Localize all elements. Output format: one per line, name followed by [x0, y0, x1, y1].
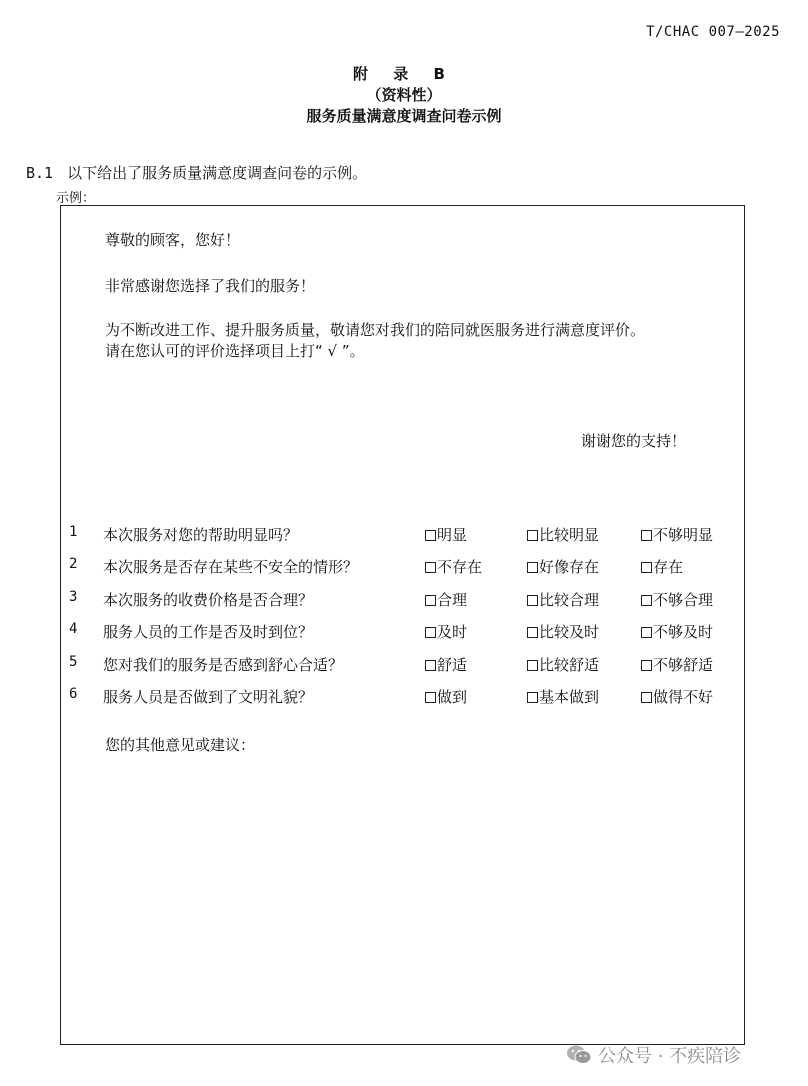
question-row — [61, 686, 744, 708]
checkbox[interactable] — [425, 530, 436, 541]
appendix-nature: （资料性） — [366, 86, 442, 104]
question-text: 本次服务的收费价格是否合理？ — [103, 590, 314, 609]
answer-option[interactable] — [641, 686, 713, 707]
support-thanks: 谢谢您的支持！ — [580, 432, 686, 450]
question-number: 3 — [69, 588, 78, 605]
checkbox[interactable] — [641, 595, 652, 606]
question-text: 本次服务对您的帮助明显吗？ — [103, 526, 299, 544]
question-text: 您对我们的服务是否感到舒心合适？ — [103, 655, 344, 674]
question-row — [61, 621, 744, 643]
greeting: 尊敬的顾客，您好！ — [105, 231, 241, 249]
question-number: 4 — [69, 621, 78, 638]
answer-option[interactable] — [641, 621, 713, 642]
question-row — [61, 524, 744, 546]
question-row — [61, 654, 744, 676]
answer-option[interactable] — [425, 654, 467, 675]
answer-option-label: 舒适 — [437, 655, 468, 674]
question-number: 2 — [69, 556, 78, 573]
answer-option-label: 合理 — [437, 590, 468, 609]
checkbox[interactable] — [425, 562, 436, 573]
question-text: 服务人员的工作是否及时到位？ — [103, 623, 314, 642]
answer-option[interactable] — [527, 556, 599, 577]
answer-option-label: 不够明显 — [653, 526, 714, 544]
answer-option-label: 明显 — [437, 526, 468, 544]
appendix-title-block — [0, 64, 808, 127]
thanks-for-choosing: 非常感谢您选择了我们的服务！ — [105, 277, 316, 295]
wechat-icon — [566, 1044, 592, 1066]
question-text: 服务人员是否做到了文明礼貌？ — [103, 688, 314, 706]
answer-option-label: 不够合理 — [653, 590, 714, 609]
checkbox[interactable] — [527, 692, 538, 703]
question-row — [61, 556, 744, 578]
intro-line-2: 请在您认可的评价选择项目上打“ √ ”。 — [105, 342, 365, 360]
answer-option[interactable] — [425, 556, 482, 577]
answer-option[interactable] — [641, 654, 713, 675]
checkbox[interactable] — [425, 595, 436, 606]
answer-option[interactable] — [527, 686, 599, 707]
clause-text: 以下给出了服务质量满意度调查问卷的示例。 — [67, 164, 368, 182]
answer-option[interactable] — [425, 589, 467, 610]
answer-option-label: 比较舒适 — [539, 655, 600, 674]
other-suggestions-label: 您的其他意见或建议： — [105, 736, 256, 754]
question-number: 1 — [69, 524, 78, 540]
answer-option[interactable] — [641, 556, 683, 577]
answer-option-label: 不存在 — [437, 558, 483, 577]
answer-option[interactable] — [425, 621, 467, 642]
survey-frame — [60, 205, 745, 1045]
answer-option[interactable] — [527, 524, 599, 545]
checkbox[interactable] — [641, 627, 652, 638]
answer-option-label: 比较及时 — [539, 623, 600, 642]
question-number: 6 — [69, 686, 78, 702]
question-number: 5 — [69, 653, 78, 670]
answer-option[interactable] — [641, 524, 713, 545]
checkbox[interactable] — [641, 562, 652, 573]
answer-option[interactable] — [527, 621, 599, 642]
checkbox[interactable] — [641, 530, 652, 541]
answer-option-label: 好像存在 — [539, 558, 600, 577]
clause-b1 — [26, 162, 367, 183]
checkbox[interactable] — [425, 692, 436, 703]
answer-option[interactable] — [527, 654, 599, 675]
checkbox[interactable] — [527, 660, 538, 671]
appendix-name: 服务质量满意度调查问卷示例 — [306, 107, 502, 125]
checkbox[interactable] — [527, 530, 538, 541]
checkbox[interactable] — [641, 660, 652, 671]
example-label: 示例： — [56, 191, 96, 206]
answer-option-label: 做到 — [437, 688, 468, 706]
answer-option-label: 及时 — [437, 623, 468, 642]
answer-option-label: 比较明显 — [539, 526, 600, 544]
answer-option[interactable] — [641, 589, 713, 610]
answer-option-label: 不够及时 — [653, 623, 714, 642]
checkbox[interactable] — [425, 660, 436, 671]
answer-option[interactable] — [425, 524, 467, 545]
question-row — [61, 589, 744, 611]
intro-line-1: 为不断改进工作、提升服务质量，敬请您对我们的陪同就医服务进行满意度评价。 — [105, 321, 646, 339]
answer-option-label: 做得不好 — [653, 688, 714, 706]
answer-option-label: 不够舒适 — [653, 655, 714, 674]
answer-option-label: 存在 — [653, 558, 684, 577]
checkbox[interactable] — [641, 692, 652, 703]
question-text: 本次服务是否存在某些不安全的情形？ — [103, 558, 359, 577]
watermark — [566, 1042, 741, 1068]
clause-number: B.1 — [26, 164, 54, 182]
appendix-heading: 附 录 B — [353, 65, 455, 83]
checkbox[interactable] — [527, 562, 538, 573]
checkbox[interactable] — [527, 627, 538, 638]
checkbox[interactable] — [425, 627, 436, 638]
answer-option[interactable] — [425, 686, 467, 707]
answer-option[interactable] — [527, 589, 599, 610]
watermark-text: 公众号 · 不疾陪诊 — [598, 1046, 742, 1067]
answer-option-label: 基本做到 — [539, 688, 600, 706]
standard-code: T/CHAC 007—2025 — [646, 24, 780, 40]
checkbox[interactable] — [527, 595, 538, 606]
answer-option-label: 比较合理 — [539, 590, 600, 609]
